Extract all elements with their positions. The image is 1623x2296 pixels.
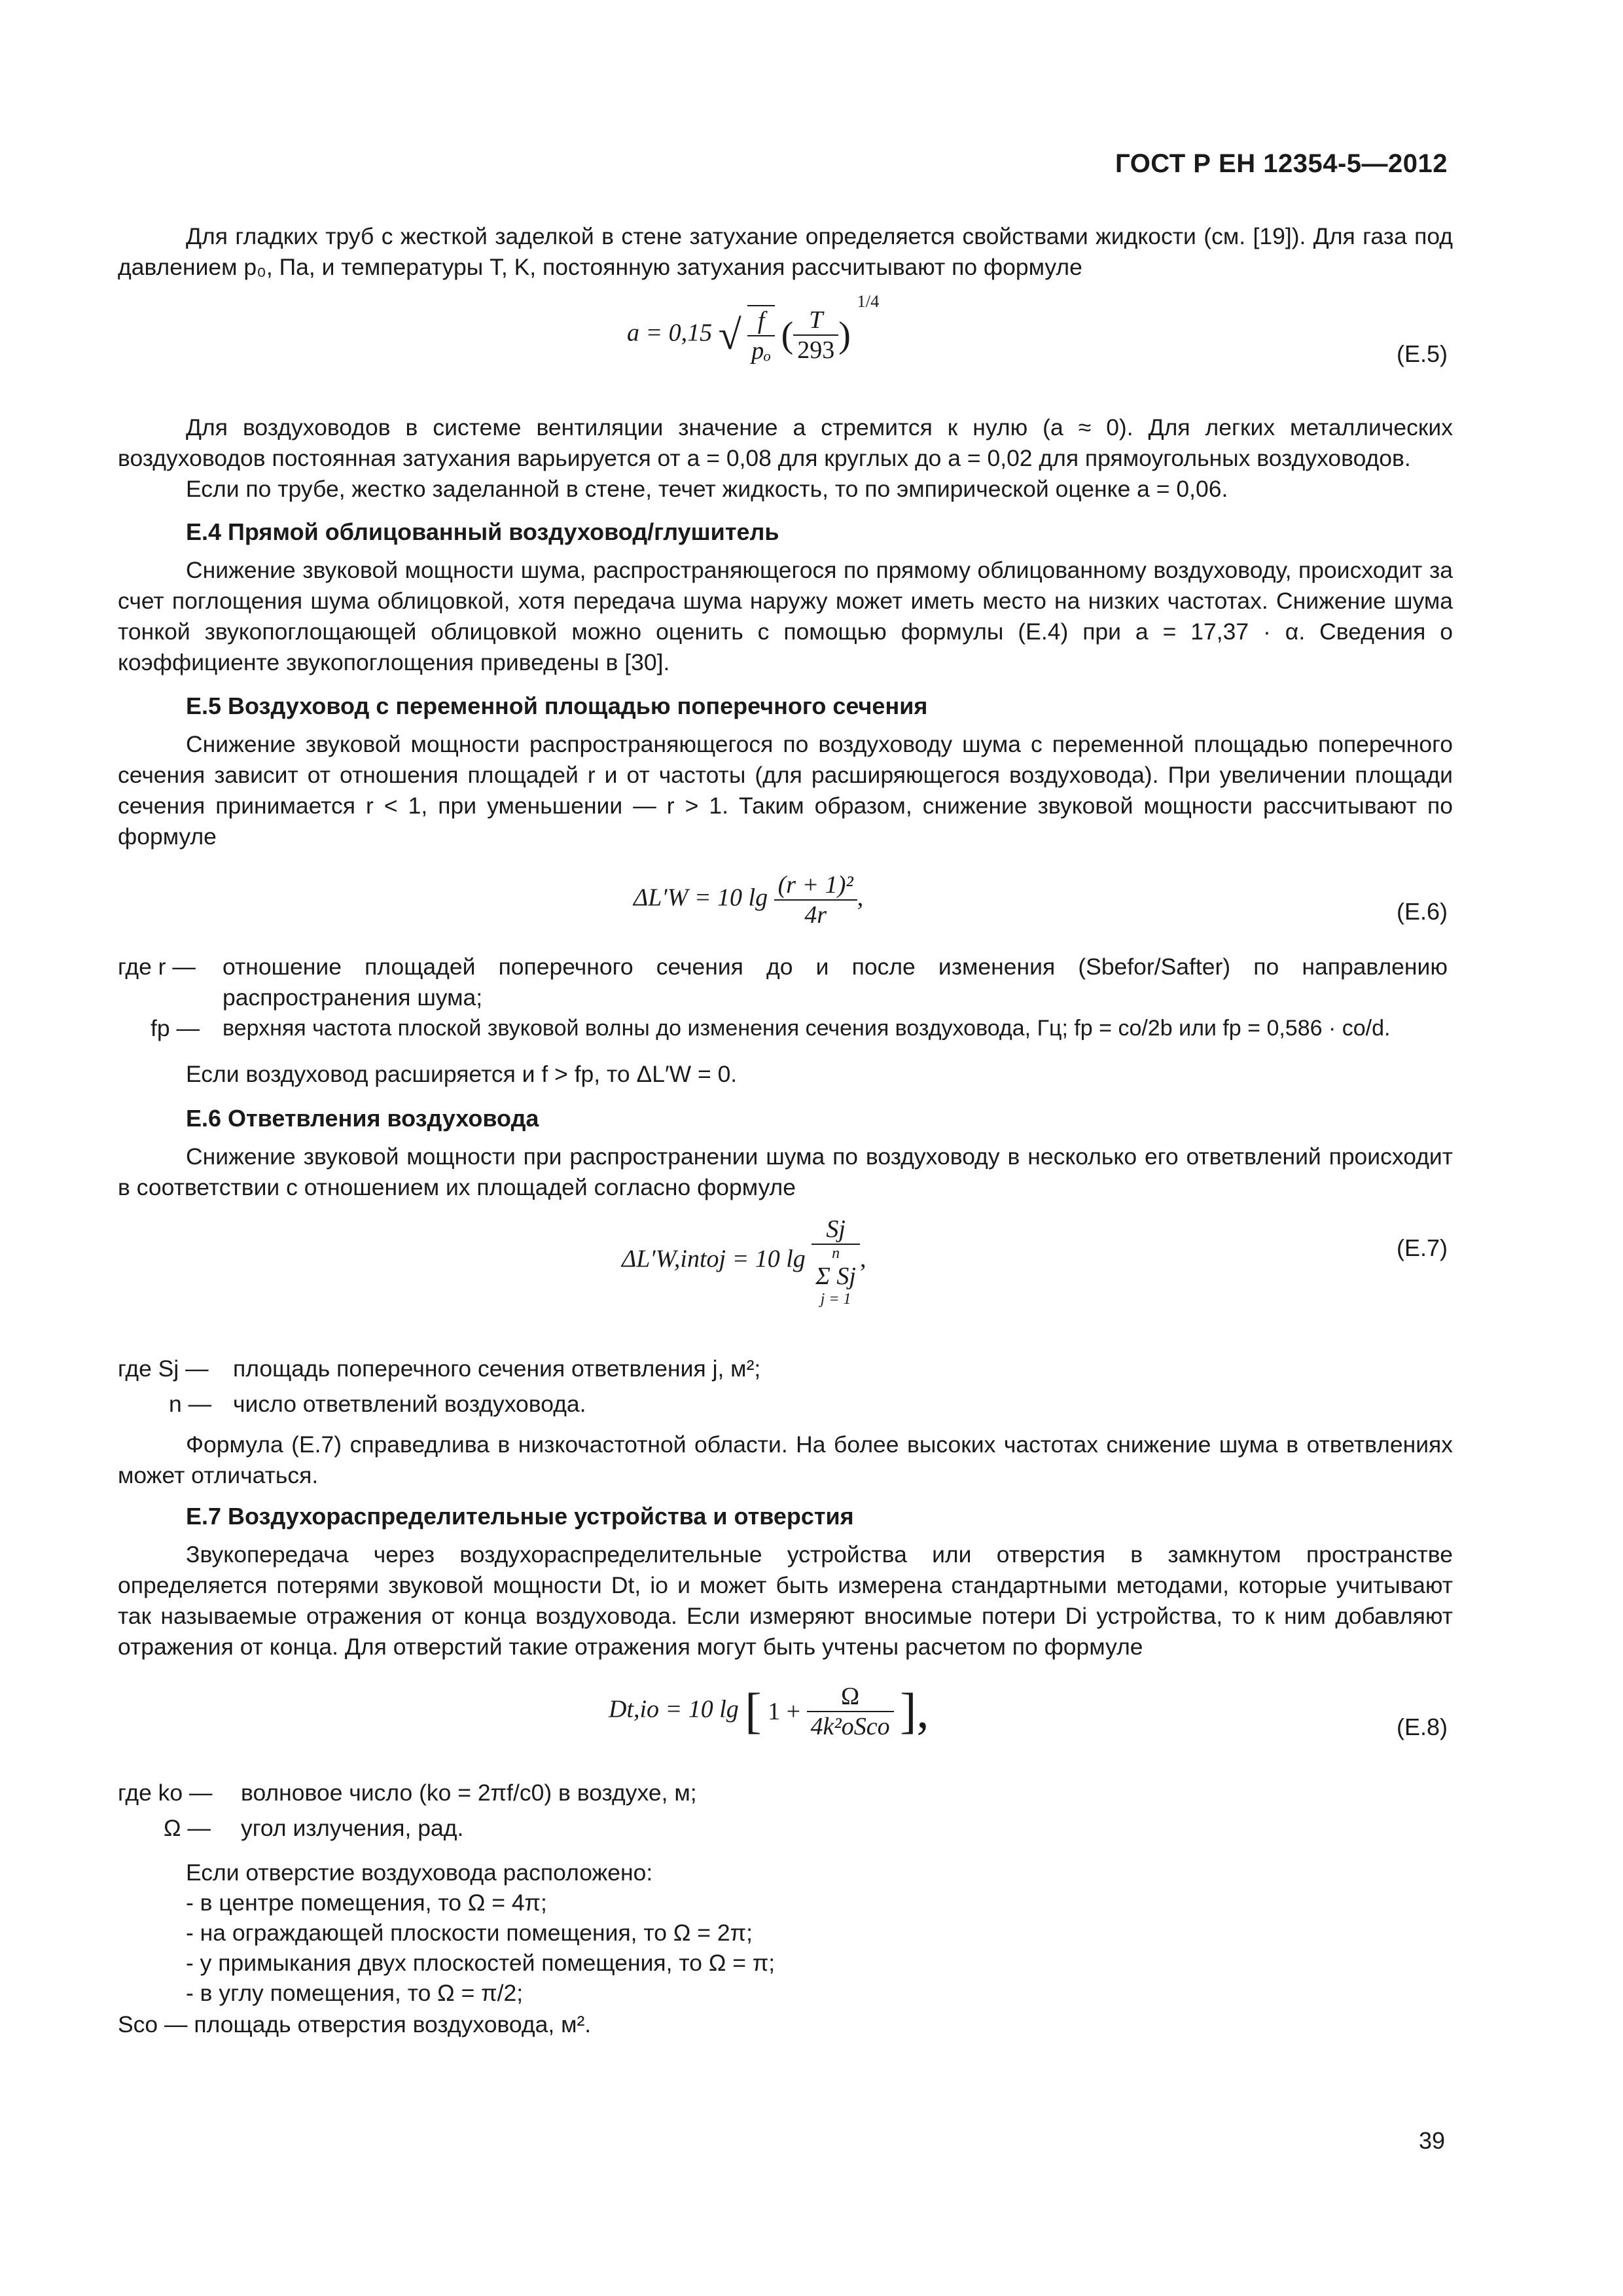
eq7-denominator: Σ Sj <box>815 1263 856 1290</box>
where7-text-sj: площадь поперечного сечения ответвления j, м²; <box>233 1355 761 1382</box>
eq7-lhs: ΔL′W,intoj = 10 lg <box>622 1245 806 1273</box>
list-item-center: - в центре помещения, то Ω = 4π; <box>186 1890 547 1916</box>
paragraph-e6: Снижение звуковой мощности при распространении шума по воздуховоду в несколько его ответвлений происходит в соответствии с отношением их площадей согласно формуле <box>118 1143 1453 1200</box>
eq6-label: (Е.6) <box>1396 898 1448 925</box>
definition-sco: Sco — площадь отверстия воздуховода, м². <box>118 2011 592 2037</box>
eq8-denominator: 4k²oSco <box>810 1713 890 1740</box>
eq5-f: f <box>747 306 775 336</box>
page-number: 39 <box>1418 2127 1445 2154</box>
paragraph-ventilation: Для воздуховодов в системе вентиляции значение a стремится к нулю (a ≈ 0). Для легких металлических воздуховодов постоянная затухания варьируется от a = 0,08 для круглых до a = 0,02 для прямоугольных воздуховодов. <box>118 414 1453 471</box>
where7-sym-sj: где Sj — <box>118 1355 209 1382</box>
list-item-corner: - в углу помещения, то Ω = π/2; <box>186 1980 524 2006</box>
equation-e8: Dt,io = 10 lg [ 1 + $\frac{\Omega}{\text{4k²oSco}}$ ], <box>609 1683 929 1740</box>
where6-text-fp: верхняя частота плоской звуковой волны до изменения сечения воздуховода, Гц; fp = co/2b или fp = 0,586 · co/d. <box>223 1016 1391 1041</box>
list-item-plane: - на ограждающей плоскости помещения, то Ω = 2π; <box>186 1920 753 1946</box>
where6-sym-fp: fp — <box>151 1015 200 1041</box>
paragraph-e6-note: Формула (Е.7) справедлива в низкочастотной области. На более высоких частотах снижение шума в ответвлениях может отличаться. <box>118 1431 1453 1488</box>
eq7-sum-top: n <box>832 1245 840 1262</box>
eq5-radicand <box>747 305 775 365</box>
where8-sym-ko: где ko — <box>118 1780 213 1806</box>
eq5-lhs: a = 0,15 <box>627 319 713 347</box>
heading-e7: Е.7 Воздухораспределительные устройства и отверстия <box>186 1503 854 1530</box>
where7-text-n: число ответвлений воздуховода. <box>233 1391 586 1417</box>
where8-text-ko: волновое число (ko = 2πf/c0) в воздухе, м; <box>241 1780 697 1806</box>
where7-sym-n: n — <box>169 1391 212 1417</box>
paragraph-e5: Снижение звуковой мощности распространяющегося по воздуховоду шума с переменной площадью поперечного сечения зависит от отношения площадей r и от частоты (для расширяющегося воздуховода). При увеличении площади сечения принимается r < 1, при уменьшении — r > 1. Таким образом, снижение звуковой мощности рассчитывают по формуле <box>118 731 1453 850</box>
equation-e5: a = 0,15 √ $\frac{f}{\text{pₒ}}$ ( $\frac{T}{293}$ ) $^{1/4}$ <box>627 291 880 365</box>
eq6-denominator: 4r <box>804 901 827 929</box>
eq8-lhs: Dt,io = 10 lg <box>609 1695 739 1723</box>
eq7-frac <box>812 1215 860 1308</box>
paragraph-e4: Снижение звуковой мощности шума, распространяющегося по прямому облицованному воздуховоду, происходит за счет поглощения шума облицовкой, хотя передача шума наружу может иметь место на низких частотах. Снижение шума тонкой звукопоглощающей облицовкой можно оценить с помощью формулы (Е.4) при a = 17,37 · α. Сведения о коэффициенте звукопоглощения приведены в [30]. <box>118 557 1453 675</box>
paragraph-intro: Для гладких труб с жесткой заделкой в стене затухание определяется свойствами жидкости (см. [19]). Для газа под давлением p₀, Па, и температуры T, K, постоянную затухания рассчитывают по формуле <box>118 223 1453 280</box>
where6-text-r: отношение площадей поперечного сечения до и после изменения (Sbefor/Safter) по направлению распространения шума; <box>223 954 1448 1011</box>
eq5-293: 293 <box>797 336 835 364</box>
paragraph-e7: Звукопередача через воздухораспределительные устройства или отверстия в замкнутом пространстве определяется потерями звуковой мощности Dt, io и может быть измерена стандартными методами, которые учитывают так называемые отражения от конца воздуховода. Если измеряют вносимые потери Di устройства, то к ним добавляют отражения от конца. Для отверстий такие отражения могут быть учтены расчетом по формуле <box>118 1541 1453 1660</box>
list-intro: Если отверстие воздуховода расположено: <box>186 1859 653 1886</box>
document-header: ГОСТ Р ЕН 12354-5—2012 <box>1115 149 1448 178</box>
eq8-numerator: Ω <box>807 1682 894 1712</box>
eq5-temp-frac <box>793 306 838 365</box>
list-item-two-planes: - у примыкания двух плоскостей помещения, то Ω = π; <box>186 1950 776 1976</box>
eq7-sum-bottom: j = 1 <box>820 1291 851 1308</box>
eq5-exponent: 1/4 <box>857 291 880 312</box>
where8-sym-omega: Ω — <box>164 1815 211 1841</box>
eq8-label: (Е.8) <box>1396 1713 1448 1740</box>
paragraph-e5-expand: Если воздуховод расширяется и f > fp, то ΔL′W = 0. <box>186 1061 738 1087</box>
eq5-po: pₒ <box>751 337 772 365</box>
eq6-lhs: ΔL′W = 10 lg <box>633 884 768 912</box>
where8-text-omega: угол излучения, рад. <box>241 1815 464 1841</box>
equation-e7: ΔL′W,intoj = 10 lg Sj n Σ Sj j = 1 , <box>622 1215 866 1308</box>
heading-e6: Е.6 Ответвления воздуховода <box>186 1105 539 1132</box>
eq8-frac <box>807 1682 894 1741</box>
eq7-label: (Е.7) <box>1396 1234 1448 1261</box>
eq7-numerator: Sj <box>812 1215 860 1245</box>
eq6-frac <box>774 870 857 929</box>
eq5-label: (Е.5) <box>1396 340 1448 367</box>
where6-sym-r: где r — <box>118 954 196 980</box>
paragraph-liquid: Если по трубе, жестко заделанной в стене, течет жидкость, то по эмпирической оценке a = 0,06. <box>186 476 1228 502</box>
eq6-numerator: (r + 1)² <box>774 870 857 901</box>
heading-e4: Е.4 Прямой облицованный воздуховод/глушитель <box>186 518 779 545</box>
eq5-T: T <box>793 306 838 336</box>
sqrt-sign: √ <box>718 312 741 358</box>
heading-e5: Е.5 Воздуховод с переменной площадью поперечного сечения <box>186 692 928 719</box>
equation-e6: ΔL′W = 10 lg $\frac{\text{(r + 1)²}}{4r}$ , <box>633 871 864 929</box>
